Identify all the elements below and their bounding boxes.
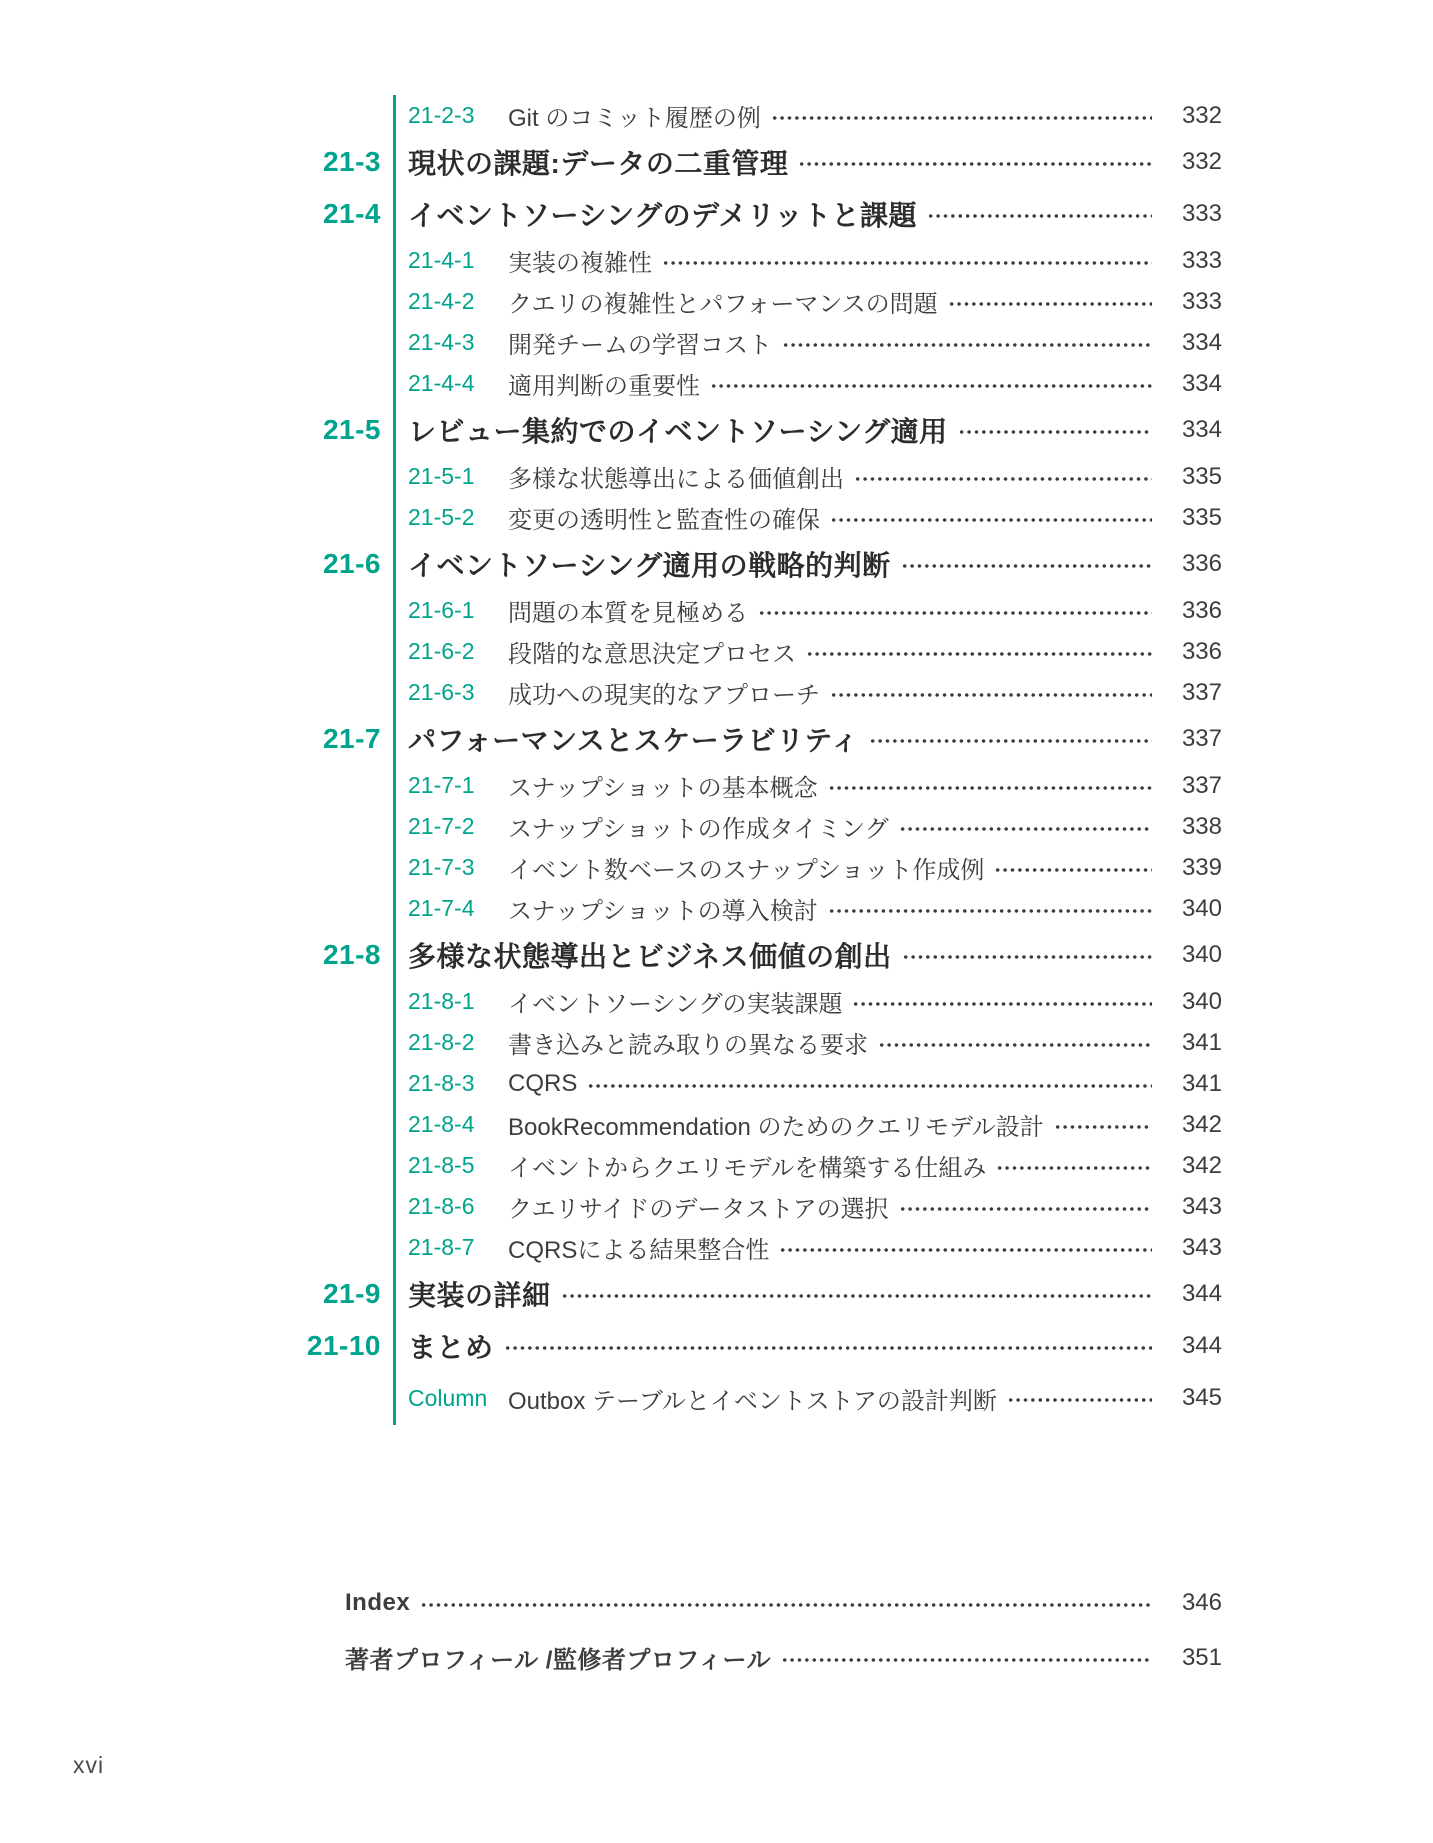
dot-leader xyxy=(901,554,1152,578)
subsection-number: 21-8-6 xyxy=(408,1193,475,1219)
entry-page-number: 337 xyxy=(1181,725,1222,752)
entry-page-number: 340 xyxy=(1181,941,1222,968)
dot-leader xyxy=(830,683,1152,707)
subsection-number: 21-4-2 xyxy=(408,288,475,314)
section-number: 21-9 xyxy=(322,1278,381,1309)
subsection-number: 21-7-1 xyxy=(408,772,475,798)
entry-title: Git のコミット履歴の例 xyxy=(508,105,761,132)
entry-page-number: 340 xyxy=(1181,987,1222,1015)
toc-row-content xyxy=(394,984,1222,1019)
entry-title: 多様な状態導出とビジネス価値の創出 xyxy=(408,941,892,972)
subsection-number: 21-7-3 xyxy=(408,854,475,880)
back-matter-row-content xyxy=(345,1640,1222,1675)
section-number: 21-8 xyxy=(322,939,381,970)
toc-row-content xyxy=(394,1189,1222,1224)
toc-row-content xyxy=(394,1274,1222,1314)
back-matter-row xyxy=(345,1630,1222,1685)
entry-page-number: 336 xyxy=(1181,637,1222,665)
toc-row xyxy=(0,188,1222,240)
toc-row-content xyxy=(394,366,1222,401)
dot-leader xyxy=(958,420,1152,444)
dot-leader xyxy=(561,1284,1152,1308)
entry-title: スナップショットの作成タイミング xyxy=(508,816,889,843)
subsection-number: 21-8-7 xyxy=(408,1234,475,1260)
entry-title: 現状の課題:データの二重管理 xyxy=(408,148,789,179)
entry-page-number: 340 xyxy=(1181,894,1222,922)
toc-row xyxy=(0,322,1222,363)
toc-row-content xyxy=(394,142,1222,182)
entry-page-number: 333 xyxy=(1181,200,1222,227)
toc-row-content xyxy=(394,1148,1222,1183)
toc-row xyxy=(0,806,1222,847)
entry-page-number: 335 xyxy=(1181,462,1222,490)
entry-title: CQRSによる結果整合性 xyxy=(508,1237,770,1264)
dot-leader xyxy=(798,152,1152,176)
entry-page-number: 337 xyxy=(1181,678,1222,706)
toc-row-content xyxy=(394,1025,1222,1060)
entry-page-number: 341 xyxy=(1181,1028,1222,1056)
toc-row xyxy=(0,1320,1222,1372)
dot-leader xyxy=(1007,1388,1152,1412)
entry-title: 開発チームの学習コスト xyxy=(508,332,772,359)
subsection-number: 21-5-1 xyxy=(408,463,475,489)
toc-row xyxy=(0,363,1222,404)
subsection-number: 21-4-1 xyxy=(408,247,475,273)
toc-row xyxy=(0,888,1222,929)
back-matter-title: 著者プロフィール /監修者プロフィール xyxy=(345,1647,772,1674)
toc-row-content xyxy=(394,1326,1222,1366)
subsection-number: 21-4-4 xyxy=(408,370,475,396)
page-folio: xvi xyxy=(73,1752,105,1778)
entry-title: イベントからクエリモデルを構築する仕組み xyxy=(508,1155,987,1182)
dot-leader xyxy=(662,251,1152,275)
toc-row xyxy=(0,281,1222,322)
toc-row xyxy=(0,1063,1222,1104)
subsection-number: 21-8-4 xyxy=(408,1111,475,1137)
toc-row xyxy=(0,1227,1222,1268)
entry-title: 段階的な意思決定プロセス xyxy=(508,641,796,668)
subsection-number: 21-8-1 xyxy=(408,988,475,1014)
entry-title: 実装の詳細 xyxy=(408,1280,551,1311)
dot-leader xyxy=(420,1593,1152,1617)
entry-page-number: 333 xyxy=(1181,287,1222,315)
toc-row-content xyxy=(394,1381,1222,1416)
toc-row-content xyxy=(394,1230,1222,1265)
toc-row-content xyxy=(394,459,1222,494)
entry-page-number: 336 xyxy=(1181,550,1222,577)
entry-title: 書き込みと読み取りの異なる要求 xyxy=(508,1032,868,1059)
toc-row xyxy=(0,404,1222,456)
entry-page-number: 334 xyxy=(1181,416,1222,443)
section-number-gutter xyxy=(0,939,394,971)
section-number: 21-3 xyxy=(322,146,381,177)
toc-row xyxy=(0,713,1222,765)
entry-page-number: 345 xyxy=(1181,1384,1222,1411)
dot-leader xyxy=(878,1033,1152,1057)
entry-page-number: 336 xyxy=(1181,596,1222,624)
dot-leader xyxy=(852,992,1152,1016)
back-matter-title: Index xyxy=(345,1588,411,1616)
entry-page-number: 343 xyxy=(1181,1233,1222,1261)
toc-row xyxy=(0,765,1222,806)
dot-leader xyxy=(781,1648,1152,1672)
dot-leader xyxy=(994,858,1152,882)
toc-row-content xyxy=(394,850,1222,885)
toc-row-content xyxy=(394,593,1222,628)
section-number-gutter xyxy=(0,1278,394,1310)
subsection-number: 21-5-2 xyxy=(408,504,475,530)
dot-leader xyxy=(806,642,1152,666)
toc-row xyxy=(0,95,1222,136)
toc-row xyxy=(0,929,1222,981)
entry-page-number: 343 xyxy=(1181,1192,1222,1220)
toc-row xyxy=(0,497,1222,538)
entry-title: 実装の複雑性 xyxy=(508,250,652,277)
toc-row-content xyxy=(394,544,1222,584)
dot-leader xyxy=(771,106,1152,130)
section-number: 21-10 xyxy=(306,1330,381,1361)
entry-page-number: 335 xyxy=(1181,503,1222,531)
back-matter-page-number: 346 xyxy=(1181,1588,1222,1616)
entry-page-number: 344 xyxy=(1181,1280,1222,1307)
dot-leader xyxy=(869,729,1152,753)
toc-row-content xyxy=(394,284,1222,319)
toc-row xyxy=(0,1372,1222,1424)
entry-title: 問題の本質を見極める xyxy=(508,600,748,627)
toc-row-content xyxy=(394,935,1222,975)
dot-leader xyxy=(948,292,1152,316)
back-matter-list xyxy=(345,1575,1222,1685)
entry-title: スナップショットの基本概念 xyxy=(508,775,818,802)
toc-row xyxy=(0,1186,1222,1227)
back-matter-page-number: 351 xyxy=(1181,1643,1222,1671)
entry-title: イベント数ベースのスナップショット作成例 xyxy=(508,857,985,884)
dot-leader xyxy=(902,945,1152,969)
dot-leader xyxy=(927,204,1152,228)
toc-row xyxy=(0,456,1222,497)
entry-title: BookRecommendation のためのクエリモデル設計 xyxy=(508,1114,1044,1141)
entry-page-number: 339 xyxy=(1181,853,1222,881)
toc-row xyxy=(0,847,1222,888)
dot-leader xyxy=(899,817,1152,841)
toc-row-content xyxy=(394,809,1222,844)
toc-row-content xyxy=(394,243,1222,278)
entry-page-number: 337 xyxy=(1181,771,1222,799)
entry-title: Outbox テーブルとイベントストアの設計判断 xyxy=(508,1387,997,1415)
dot-leader xyxy=(828,776,1152,800)
dot-leader xyxy=(996,1156,1152,1180)
toc-row-content xyxy=(394,634,1222,669)
toc-row xyxy=(0,1268,1222,1320)
entry-title: イベントソーシング適用の戦略的判断 xyxy=(408,550,891,581)
subsection-number: 21-8-5 xyxy=(408,1152,475,1178)
subsection-number: Column xyxy=(408,1384,488,1411)
entry-page-number: 344 xyxy=(1181,1332,1222,1359)
entry-title: イベントソーシングの実装課題 xyxy=(508,991,843,1018)
back-matter-row xyxy=(345,1575,1222,1630)
section-number: 21-5 xyxy=(322,414,381,445)
entry-page-number: 334 xyxy=(1181,369,1222,397)
subsection-number: 21-6-3 xyxy=(408,679,475,705)
section-number-gutter xyxy=(0,548,394,580)
toc-row xyxy=(0,590,1222,631)
toc-row-content xyxy=(394,500,1222,535)
subsection-number: 21-6-2 xyxy=(408,638,475,664)
subsection-number: 21-7-2 xyxy=(408,813,475,839)
toc-row-content xyxy=(394,194,1222,234)
entry-title: パフォーマンスとスケーラビリティ xyxy=(408,725,859,756)
dot-leader xyxy=(828,899,1152,923)
dot-leader xyxy=(758,601,1152,625)
subsection-number: 21-2-3 xyxy=(408,102,475,128)
entry-title: レビュー集約でのイベントソーシング適用 xyxy=(408,416,948,447)
toc-row-content xyxy=(394,410,1222,450)
toc-row-content xyxy=(394,719,1222,759)
dot-leader xyxy=(830,508,1152,532)
dot-leader xyxy=(587,1074,1152,1098)
toc-list xyxy=(0,95,1222,1424)
toc-row xyxy=(0,136,1222,188)
entry-page-number: 332 xyxy=(1181,148,1222,175)
toc-row-content xyxy=(394,891,1222,926)
dot-leader xyxy=(710,374,1152,398)
dot-leader xyxy=(504,1336,1152,1360)
section-number-gutter xyxy=(0,723,394,755)
entry-title: クエリの複雑性とパフォーマンスの問題 xyxy=(508,291,938,318)
toc-row xyxy=(0,1104,1222,1145)
entry-title: 変更の透明性と監査性の確保 xyxy=(508,507,820,534)
dot-leader xyxy=(782,333,1152,357)
section-number-gutter xyxy=(0,414,394,446)
entry-title: スナップショットの導入検討 xyxy=(508,898,818,925)
entry-title: まとめ xyxy=(408,1332,494,1363)
toc-row xyxy=(0,538,1222,590)
entry-title: クエリサイドのデータストアの選択 xyxy=(508,1196,889,1223)
section-number-gutter xyxy=(0,1330,394,1362)
subsection-number: 21-6-1 xyxy=(408,597,475,623)
subsection-number: 21-4-3 xyxy=(408,329,475,355)
dot-leader xyxy=(779,1238,1152,1262)
toc-row-content xyxy=(394,768,1222,803)
toc-row xyxy=(0,240,1222,281)
toc-row-content xyxy=(394,1070,1222,1098)
toc-row xyxy=(0,672,1222,713)
entry-page-number: 342 xyxy=(1181,1110,1222,1138)
entry-title: CQRS xyxy=(508,1069,578,1097)
entry-page-number: 332 xyxy=(1181,101,1222,129)
entry-page-number: 333 xyxy=(1181,246,1222,274)
toc-row xyxy=(0,631,1222,672)
section-number-gutter xyxy=(0,146,394,178)
section-number: 21-7 xyxy=(322,723,381,754)
dot-leader xyxy=(854,467,1152,491)
dot-leader xyxy=(899,1197,1152,1221)
section-number-gutter xyxy=(0,198,394,230)
subsection-number: 21-8-2 xyxy=(408,1029,475,1055)
entry-title: 成功への現実的なアプローチ xyxy=(508,682,820,709)
entry-page-number: 341 xyxy=(1181,1069,1222,1097)
entry-title: 多様な状態導出による価値創出 xyxy=(508,466,844,493)
toc-row-content xyxy=(394,675,1222,710)
section-number: 21-6 xyxy=(322,548,381,579)
entry-page-number: 334 xyxy=(1181,328,1222,356)
entry-title: イベントソーシングのデメリットと課題 xyxy=(408,200,917,231)
back-matter-row-content xyxy=(345,1589,1222,1617)
entry-page-number: 338 xyxy=(1181,812,1222,840)
subsection-number: 21-7-4 xyxy=(408,895,475,921)
subsection-number: 21-8-3 xyxy=(408,1070,475,1096)
toc-row-content xyxy=(394,325,1222,360)
toc-row xyxy=(0,981,1222,1022)
toc-row-content xyxy=(394,1107,1222,1142)
toc-row xyxy=(0,1022,1222,1063)
entry-page-number: 342 xyxy=(1181,1151,1222,1179)
dot-leader xyxy=(1054,1115,1152,1139)
section-number: 21-4 xyxy=(322,198,381,229)
toc-row xyxy=(0,1145,1222,1186)
entry-title: 適用判断の重要性 xyxy=(508,373,700,400)
toc-row-content xyxy=(394,98,1222,133)
